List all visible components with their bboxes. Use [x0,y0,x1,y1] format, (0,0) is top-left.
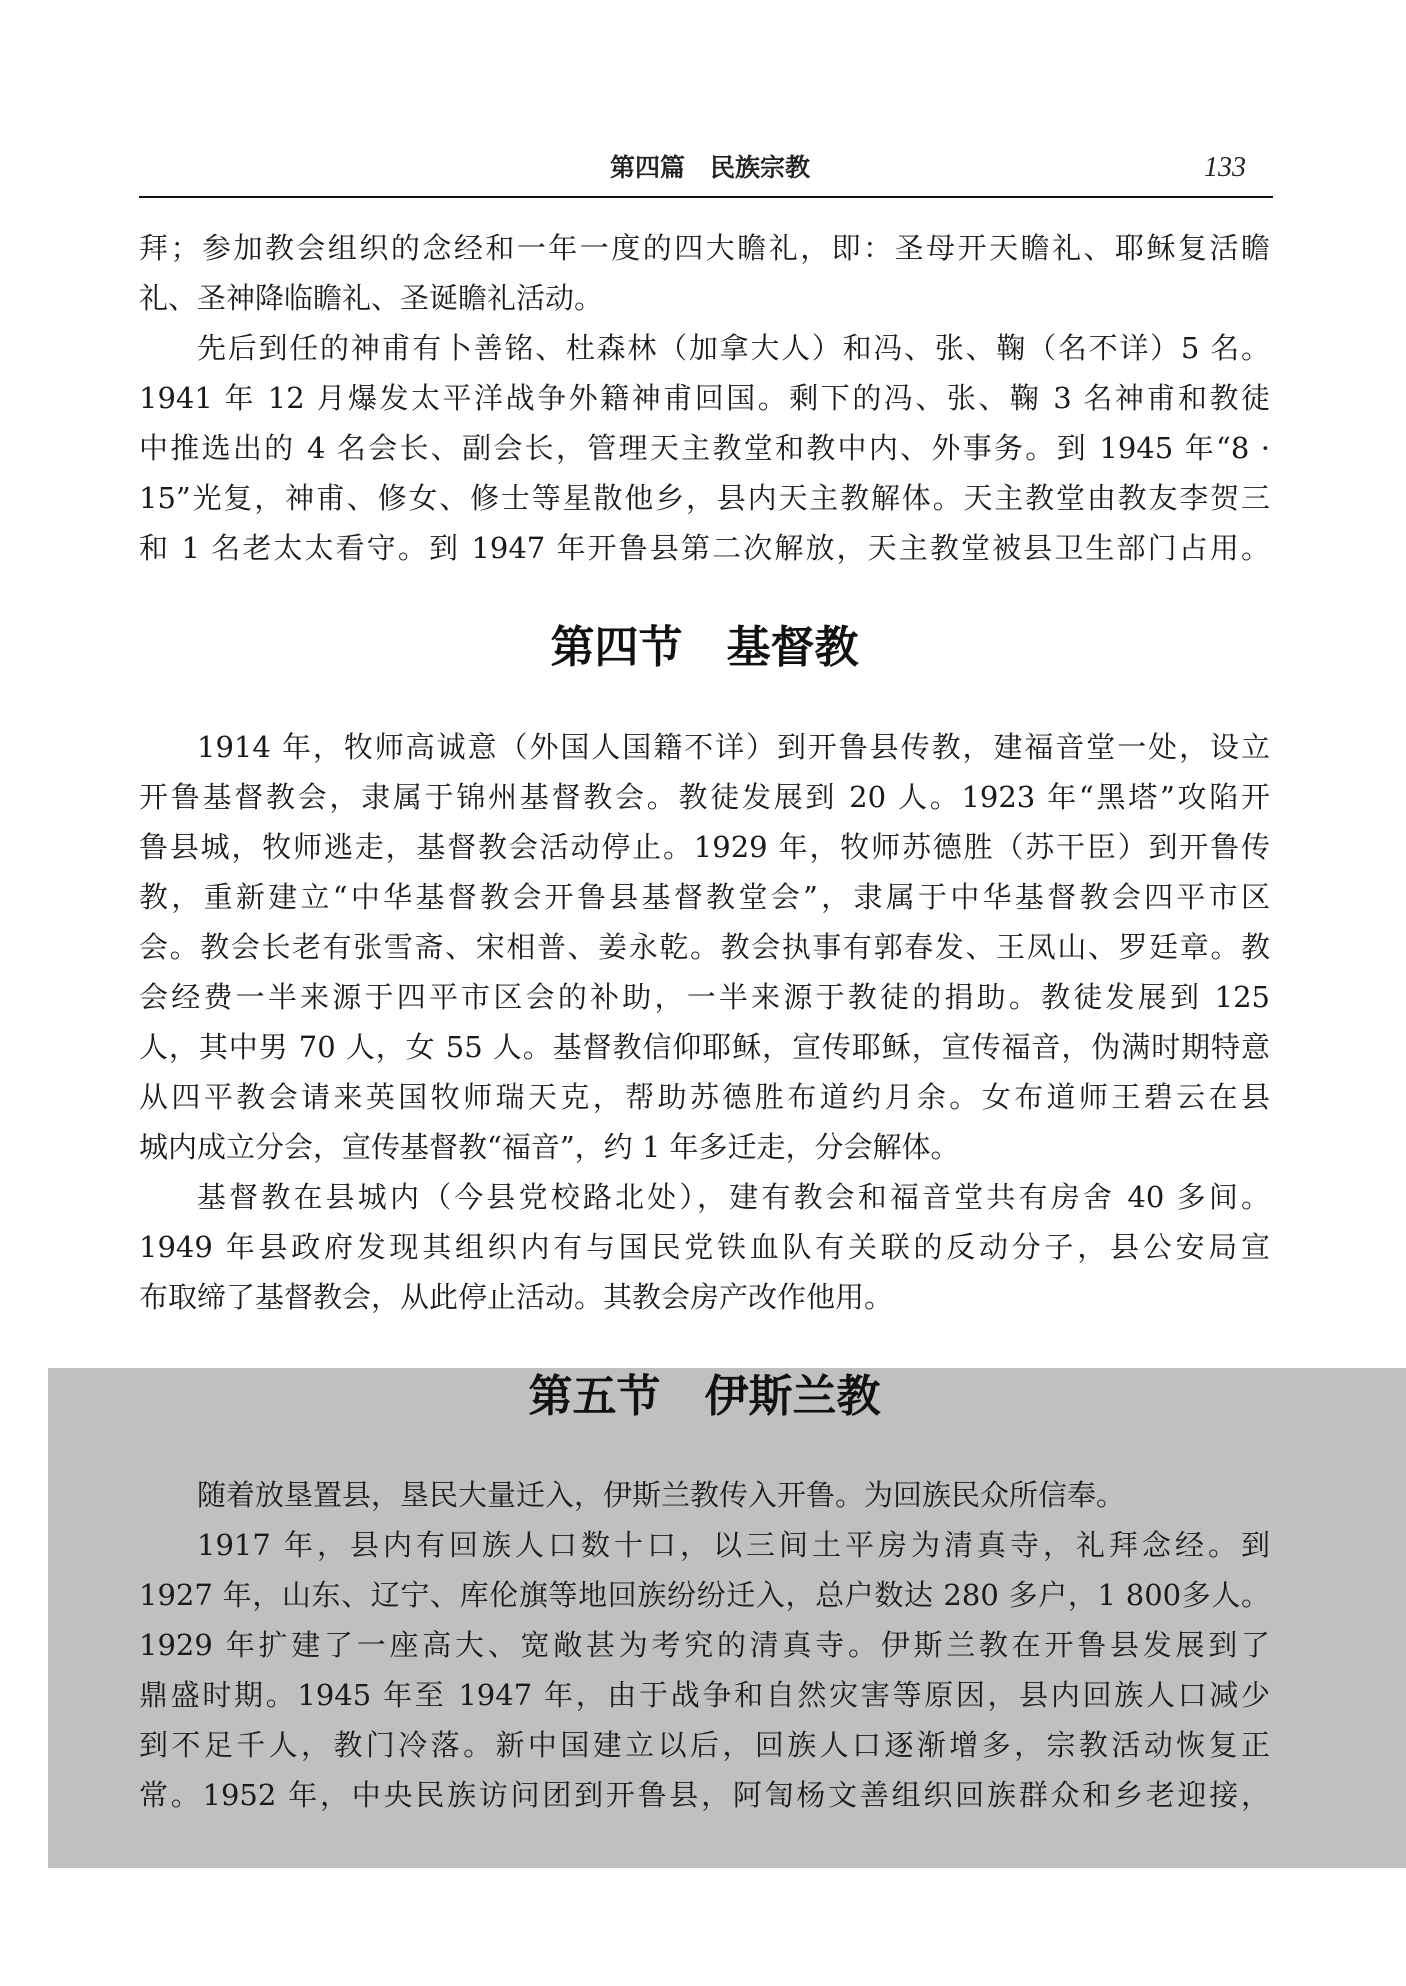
text-line: 基督教在县城内（今县党校路北处），建有教会和福音堂共有房舍 40 多间。 [197,1180,1270,1214]
paragraph [139,1470,1270,1520]
text-line: 中推选出的 4 名会长、副会长，管理天主教堂和教中内、外事务。到 1945 年“8 · [139,431,1270,465]
text-line: 随着放垦置县，垦民大量迁入，伊斯兰教传入开鲁。为回族民众所信奉。 [197,1478,1126,1512]
text-line: 会。教会长老有张雪斋、宋相普、姜永乾。教会执事有郭春发、王凤山、罗廷章。教 [139,930,1270,964]
paragraph [139,323,1270,573]
text-line: 教，重新建立“中华基督教会开鲁县基督教堂会”，隶属于中华基督教会四平市区 [139,880,1270,914]
text-line: 先后到任的神甫有卜善铭、杜森林（加拿大人）和冯、张、鞠（名不详）5 名。 [197,331,1270,365]
text-line: 和 1 名老太太看守。到 1947 年开鲁县第二次解放，天主教堂被县卫生部门占用。 [139,531,1270,565]
text-line: 常。1952 年，中央民族访问团到开鲁县，阿訇杨文善组织回族群众和乡老迎接， [139,1778,1270,1812]
text-line: 拜；参加教会组织的念经和一年一度的四大瞻礼，即：圣母开天瞻礼、耶稣复活瞻 [139,231,1270,265]
section-heading: 第五节 伊斯兰教 [528,1371,881,1422]
paragraph [139,223,1270,323]
header-rule [139,196,1273,198]
text-line: 1941 年 12 月爆发太平洋战争外籍神甫回国。剩下的冯、张、鞠 3 名神甫和教徒 [139,381,1270,415]
section-4-text-block [139,722,1270,1322]
running-header-title: 第四篇 民族宗教 [609,153,810,182]
text-line: 1949 年县政府发现其组织内有与国民党铁血队有关联的反动分子，县公安局宣 [139,1230,1270,1264]
text-line: 会经费一半来源于四平市区会的补助，一半来源于教徒的捐助。教徒发展到 125 [139,980,1270,1014]
text-line: 从四平教会请来英国牧师瑞天克，帮助苏德胜布道约月余。女布道师王碧云在县 [139,1080,1270,1114]
text-line: 人，其中男 70 人，女 55 人。基督教信仰耶稣，宣传耶稣，宣传福音，伪满时期特意 [139,1030,1270,1064]
text-line: 礼、圣神降临瞻礼、圣诞瞻礼活动。 [139,281,604,315]
text-line: 鼎盛时期。1945 年至 1947 年，由于战争和自然灾害等原因，县内回族人口减少 [139,1678,1270,1712]
text-line: 开鲁基督教会，隶属于锦州基督教会。教徒发展到 20 人。1923 年“黑塔”攻陷开 [139,780,1270,814]
text-line: 15”光复，神甫、修女、修士等星散他乡，县内天主教解体。天主教堂由教友李贺三 [139,481,1270,515]
section-5-text-block [139,1470,1270,1820]
text-line: 到不足千人，教门冷落。新中国建立以后，回族人口逐渐增多，宗教活动恢复正 [139,1728,1270,1762]
text-line: 1929 年扩建了一座高大、宽敞甚为考究的清真寺。伊斯兰教在开鲁县发展到了 [139,1628,1270,1662]
paragraph [139,1172,1270,1322]
intro-text-block [139,223,1270,573]
text-line: 1914 年，牧师高诚意（外国人国籍不详）到开鲁县传教，建福音堂一处，设立 [197,730,1270,764]
paragraph [139,1520,1270,1820]
section-heading: 第四节 基督教 [550,622,859,673]
text-line: 鲁县城，牧师逃走，基督教会活动停止。1929 年，牧师苏德胜（苏干臣）到开鲁传 [139,830,1270,864]
text-line: 1917 年，县内有回族人口数十口，以三间土平房为清真寺，礼拜念经。到 [197,1528,1270,1562]
paragraph [139,722,1270,1172]
text-line: 布取缔了基督教会，从此停止活动。其教会房产改作他用。 [139,1280,894,1314]
text-line: 城内成立分会，宣传基督教“福音”，约 1 年多迁走，分会解体。 [139,1130,960,1164]
page-number: 133 [1204,152,1246,183]
text-line: 1927 年，山东、辽宁、库伦旗等地回族纷纷迁入，总户数达 280 多户，1 800多人。 [139,1578,1270,1612]
